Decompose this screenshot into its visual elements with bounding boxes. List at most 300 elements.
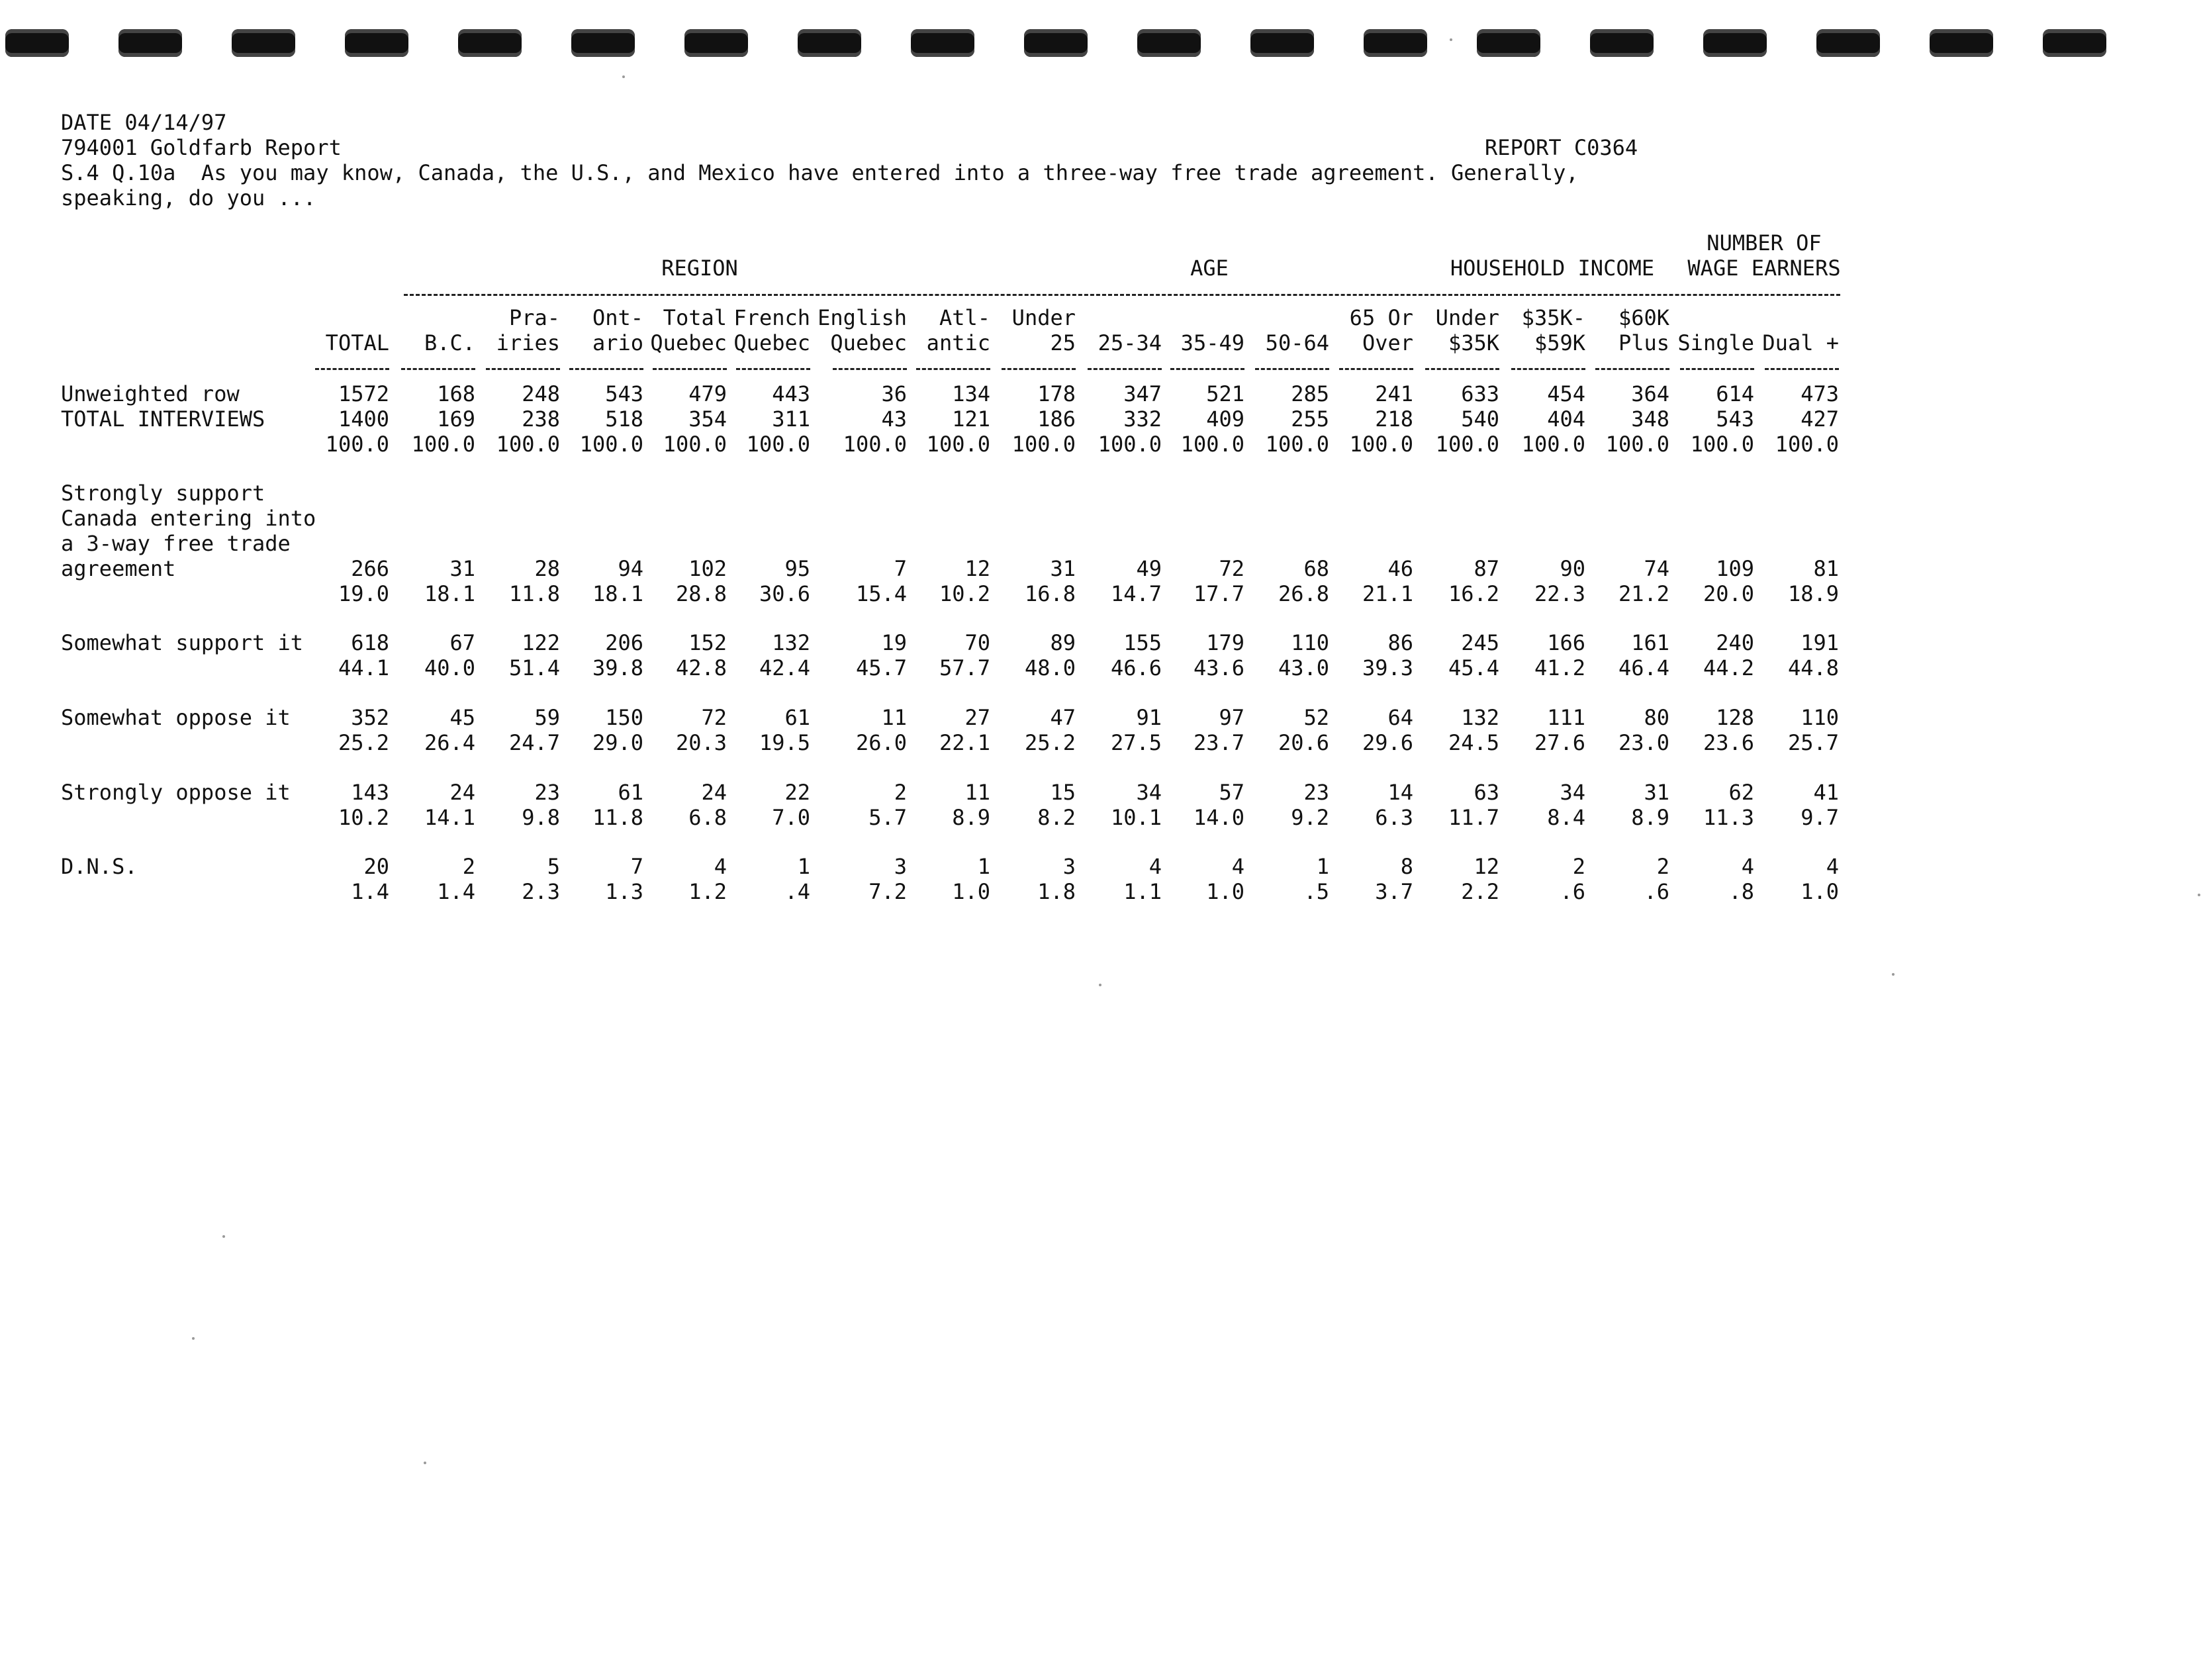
table-cell: 409	[1206, 406, 1244, 432]
table-cell: 404	[1547, 406, 1585, 432]
table-cell: 100.0	[1605, 432, 1669, 457]
column-underline	[1170, 368, 1244, 370]
table-cell: 23.6	[1703, 730, 1754, 755]
column-header: antic	[926, 330, 990, 355]
table-cell: 44.1	[338, 655, 389, 680]
table-cell: 43	[881, 406, 907, 432]
row-label: a 3-way free trade	[61, 531, 291, 556]
table-cell: 100.0	[1435, 432, 1499, 457]
table-cell: 63	[1474, 780, 1499, 805]
binder-hole	[1703, 29, 1767, 57]
column-header: 25	[1050, 330, 1076, 355]
table-cell: 14	[1387, 780, 1413, 805]
table-cell: 45	[449, 705, 475, 730]
table-cell: 332	[1123, 406, 1162, 432]
table-cell: 25.2	[1024, 730, 1076, 755]
column-underline	[401, 368, 475, 370]
table-cell: 178	[1037, 381, 1076, 406]
table-cell: 11.8	[592, 805, 643, 830]
table-cell: 49	[1136, 556, 1162, 581]
column-header: Atl-	[939, 305, 990, 330]
table-cell: 19	[881, 630, 907, 655]
column-header: 65 Or	[1349, 305, 1413, 330]
table-cell: 34	[1560, 780, 1585, 805]
table-cell: 91	[1136, 705, 1162, 730]
column-header: $35K-	[1521, 305, 1585, 330]
table-cell: 24	[701, 780, 727, 805]
table-cell: 10.2	[939, 581, 990, 606]
table-cell: 100.0	[746, 432, 810, 457]
table-cell: 24.7	[508, 730, 560, 755]
table-cell: 24.5	[1448, 730, 1499, 755]
table-cell: 100.0	[1011, 432, 1076, 457]
table-cell: 1572	[338, 381, 389, 406]
table-cell: 128	[1716, 705, 1754, 730]
column-header: Quebec	[733, 330, 810, 355]
column-header: Plus	[1618, 330, 1669, 355]
binder-hole	[1816, 29, 1880, 57]
table-cell: 633	[1461, 381, 1499, 406]
table-cell: 28.8	[675, 581, 727, 606]
table-cell: 62	[1728, 780, 1754, 805]
table-cell: 74	[1644, 556, 1669, 581]
table-cell: .6	[1560, 879, 1585, 904]
table-cell: 518	[605, 406, 643, 432]
table-cell: 2.2	[1461, 879, 1499, 904]
table-cell: 1.0	[1801, 879, 1839, 904]
table-cell: 19.0	[338, 581, 389, 606]
group-heading-age: AGE	[1190, 256, 1229, 281]
table-cell: 27.6	[1534, 730, 1585, 755]
table-cell: 134	[952, 381, 990, 406]
column-underline	[1765, 368, 1839, 370]
table-cell: 1	[797, 854, 810, 879]
table-cell: 31	[1050, 556, 1076, 581]
table-cell: 206	[605, 630, 643, 655]
table-cell: 47	[1050, 705, 1076, 730]
column-header: B.C.	[424, 330, 475, 355]
binder-hole	[684, 29, 748, 57]
table-cell: 240	[1716, 630, 1754, 655]
table-cell: 4	[1741, 854, 1754, 879]
table-cell: 2.3	[522, 879, 560, 904]
table-cell: .5	[1303, 879, 1329, 904]
column-header: ario	[592, 330, 643, 355]
column-header: English	[818, 305, 907, 330]
table-cell: 100.0	[843, 432, 907, 457]
column-header: $60K	[1618, 305, 1669, 330]
table-cell: 238	[522, 406, 560, 432]
table-cell: 15.4	[855, 581, 907, 606]
column-underline	[1680, 368, 1754, 370]
table-cell: 90	[1560, 556, 1585, 581]
table-cell: 241	[1375, 381, 1413, 406]
table-cell: 46.6	[1110, 655, 1162, 680]
table-cell: 109	[1716, 556, 1754, 581]
table-cell: 17.7	[1193, 581, 1244, 606]
table-cell: 4	[1231, 854, 1244, 879]
row-label: D.N.S.	[61, 854, 138, 879]
table-cell: 15	[1050, 780, 1076, 805]
column-header: Quebec	[830, 330, 907, 355]
column-header: Single	[1677, 330, 1754, 355]
table-cell: 81	[1813, 556, 1839, 581]
column-header: Under	[1435, 305, 1499, 330]
scan-speck	[622, 75, 625, 78]
table-cell: 1.0	[1206, 879, 1244, 904]
table-cell: 11	[881, 705, 907, 730]
table-cell: 100.0	[1265, 432, 1329, 457]
table-cell: 14.0	[1193, 805, 1244, 830]
table-cell: 18.1	[424, 581, 475, 606]
table-cell: 11	[964, 780, 990, 805]
table-cell: 59	[534, 705, 560, 730]
table-cell: 614	[1716, 381, 1754, 406]
table-cell: 22.1	[939, 730, 990, 755]
column-header: $59K	[1534, 330, 1585, 355]
column-header: Under	[1011, 305, 1076, 330]
binder-hole	[458, 29, 522, 57]
table-cell: 473	[1801, 381, 1839, 406]
table-cell: 14.1	[424, 805, 475, 830]
table-cell: 26.0	[855, 730, 907, 755]
column-underline	[1002, 368, 1076, 370]
table-cell: 152	[688, 630, 727, 655]
table-cell: 8.4	[1547, 805, 1585, 830]
table-cell: 14.7	[1110, 581, 1162, 606]
table-cell: .6	[1644, 879, 1669, 904]
table-cell: 87	[1474, 556, 1499, 581]
table-cell: 110	[1291, 630, 1329, 655]
table-cell: 57	[1219, 780, 1244, 805]
table-cell: 51.4	[508, 655, 560, 680]
table-cell: 9.8	[522, 805, 560, 830]
table-cell: 86	[1387, 630, 1413, 655]
scan-speck	[1450, 38, 1452, 41]
table-cell: 352	[351, 705, 389, 730]
binder-hole	[1250, 29, 1314, 57]
table-cell: 28	[534, 556, 560, 581]
group-heading-earners-line1: NUMBER OF	[1707, 230, 1822, 256]
table-cell: 1.3	[605, 879, 643, 904]
table-cell: 132	[1461, 705, 1499, 730]
table-cell: 4	[1148, 854, 1162, 879]
table-cell: 2	[462, 854, 475, 879]
column-header: $35K	[1448, 330, 1499, 355]
column-header: TOTAL	[325, 330, 389, 355]
table-cell: 348	[1631, 406, 1669, 432]
table-cell: 132	[772, 630, 810, 655]
table-cell: 100.0	[411, 432, 475, 457]
column-underline	[486, 368, 560, 370]
row-label: Somewhat support it	[61, 630, 304, 655]
table-cell: 1.2	[688, 879, 727, 904]
table-cell: 45.4	[1448, 655, 1499, 680]
table-cell: 44.2	[1703, 655, 1754, 680]
column-underline	[1339, 368, 1413, 370]
table-cell: 143	[351, 780, 389, 805]
column-header: Ont-	[592, 305, 643, 330]
table-cell: 121	[952, 406, 990, 432]
table-cell: 42.8	[675, 655, 727, 680]
binder-hole	[571, 29, 635, 57]
row-label: Canada entering into	[61, 506, 316, 531]
row-label: Strongly oppose it	[61, 780, 291, 805]
column-underline	[1255, 368, 1329, 370]
binder-holes	[0, 0, 2201, 66]
table-cell: 3	[894, 854, 907, 879]
table-cell: 48.0	[1024, 655, 1076, 680]
column-underline	[569, 368, 643, 370]
table-cell: 364	[1631, 381, 1669, 406]
table-cell: 24	[449, 780, 475, 805]
table-cell: 42.4	[759, 655, 810, 680]
table-cell: 7.0	[772, 805, 810, 830]
table-cell: 26.4	[424, 730, 475, 755]
table-cell: 23	[1303, 780, 1329, 805]
column-header: iries	[496, 330, 560, 355]
column-header: 25-34	[1098, 330, 1162, 355]
table-cell: .4	[784, 879, 810, 904]
table-cell: 150	[605, 705, 643, 730]
table-cell: 4	[1826, 854, 1839, 879]
group-heading-household-income: HOUSEHOLD INCOME	[1450, 256, 1655, 281]
question-text-line1: S.4 Q.10a As you may know, Canada, the U.S., and Mexico have entered into a three-way free trade agreement. Generally,	[61, 160, 1579, 185]
table-cell: 11.3	[1703, 805, 1754, 830]
table-cell: 10.1	[1110, 805, 1162, 830]
table-cell: 311	[772, 406, 810, 432]
column-header: French	[733, 305, 810, 330]
binder-hole	[1930, 29, 1993, 57]
table-cell: 18.9	[1787, 581, 1839, 606]
table-cell: 67	[449, 630, 475, 655]
table-cell: 61	[784, 705, 810, 730]
table-cell: 89	[1050, 630, 1076, 655]
table-cell: 285	[1291, 381, 1329, 406]
group-divider	[404, 294, 1840, 296]
table-cell: 29.6	[1362, 730, 1413, 755]
table-cell: 100.0	[1098, 432, 1162, 457]
table-cell: 1.4	[351, 879, 389, 904]
table-cell: 22.3	[1534, 581, 1585, 606]
table-cell: 31	[1644, 780, 1669, 805]
column-header: Quebec	[650, 330, 727, 355]
table-cell: 3	[1062, 854, 1076, 879]
table-cell: 12	[1474, 854, 1499, 879]
table-cell: 10.2	[338, 805, 389, 830]
table-cell: 72	[701, 705, 727, 730]
column-underline	[1088, 368, 1162, 370]
scan-speck	[424, 1462, 426, 1464]
binder-hole	[345, 29, 408, 57]
table-cell: 100.0	[579, 432, 643, 457]
table-cell: 102	[688, 556, 727, 581]
table-cell: 39.3	[1362, 655, 1413, 680]
table-cell: 20.3	[675, 730, 727, 755]
table-cell: 19.5	[759, 730, 810, 755]
binder-hole	[798, 29, 861, 57]
table-cell: 179	[1206, 630, 1244, 655]
table-cell: 68	[1303, 556, 1329, 581]
column-underline	[315, 368, 389, 370]
column-underline	[1511, 368, 1585, 370]
table-cell: 27	[964, 705, 990, 730]
table-cell: 543	[1716, 406, 1754, 432]
table-cell: 100.0	[926, 432, 990, 457]
table-cell: 618	[351, 630, 389, 655]
table-cell: 166	[1547, 630, 1585, 655]
row-label: agreement	[61, 556, 176, 581]
report-title: 794001 Goldfarb Report	[61, 135, 342, 160]
table-cell: 427	[1801, 406, 1839, 432]
table-cell: 122	[522, 630, 560, 655]
table-cell: 43.0	[1278, 655, 1329, 680]
scan-speck	[1892, 973, 1895, 976]
table-cell: 29.0	[592, 730, 643, 755]
table-cell: 3.7	[1375, 879, 1413, 904]
table-cell: 21.2	[1618, 581, 1669, 606]
column-underline	[916, 368, 990, 370]
table-cell: 40.0	[424, 655, 475, 680]
table-cell: 6.8	[688, 805, 727, 830]
table-cell: 5.7	[868, 805, 907, 830]
group-heading-region: REGION	[661, 256, 738, 281]
table-cell: 7	[630, 854, 643, 879]
table-cell: 110	[1801, 705, 1839, 730]
table-cell: 23.0	[1618, 730, 1669, 755]
table-cell: 22	[784, 780, 810, 805]
table-cell: 186	[1037, 406, 1076, 432]
column-underline	[1595, 368, 1669, 370]
table-cell: 1	[1316, 854, 1329, 879]
table-cell: 266	[351, 556, 389, 581]
table-cell: 100.0	[1775, 432, 1839, 457]
binder-hole	[1477, 29, 1540, 57]
table-cell: 100.0	[1521, 432, 1585, 457]
table-cell: 16.2	[1448, 581, 1499, 606]
table-cell: 12	[964, 556, 990, 581]
scan-speck	[2198, 894, 2200, 896]
table-cell: 169	[437, 406, 475, 432]
binder-hole	[1137, 29, 1201, 57]
column-underline	[653, 368, 727, 370]
table-cell: 43.6	[1193, 655, 1244, 680]
table-cell: 20	[363, 854, 389, 879]
table-cell: 41.2	[1534, 655, 1585, 680]
table-cell: 191	[1801, 630, 1839, 655]
table-cell: 80	[1644, 705, 1669, 730]
table-cell: 161	[1631, 630, 1669, 655]
table-cell: 25.2	[338, 730, 389, 755]
table-cell: 100.0	[1690, 432, 1754, 457]
binder-hole	[118, 29, 182, 57]
column-header: 35-49	[1180, 330, 1244, 355]
table-cell: 8	[1400, 854, 1413, 879]
table-cell: 57.7	[939, 655, 990, 680]
table-cell: 70	[964, 630, 990, 655]
table-cell: 9.2	[1291, 805, 1329, 830]
table-cell: 1	[977, 854, 990, 879]
table-cell: 64	[1387, 705, 1413, 730]
table-cell: 1400	[338, 406, 389, 432]
binder-hole	[1590, 29, 1654, 57]
table-cell: 100.0	[496, 432, 560, 457]
table-cell: 39.8	[592, 655, 643, 680]
table-cell: 479	[688, 381, 727, 406]
table-cell: 18.1	[592, 581, 643, 606]
table-cell: 11.7	[1448, 805, 1499, 830]
table-cell: 95	[784, 556, 810, 581]
table-cell: 2	[1656, 854, 1669, 879]
table-cell: 41	[1813, 780, 1839, 805]
table-cell: 5	[547, 854, 560, 879]
table-cell: 1.0	[952, 879, 990, 904]
table-cell: 8.9	[952, 805, 990, 830]
column-header: Total	[663, 305, 727, 330]
table-cell: 1.1	[1123, 879, 1162, 904]
table-cell: 20.6	[1278, 730, 1329, 755]
scan-speck	[222, 1235, 225, 1238]
row-label: Somewhat oppose it	[61, 705, 291, 730]
table-cell: 454	[1547, 381, 1585, 406]
binder-hole	[2043, 29, 2106, 57]
table-cell: 521	[1206, 381, 1244, 406]
column-underline	[833, 368, 907, 370]
table-cell: 23.7	[1193, 730, 1244, 755]
column-header: Pra-	[508, 305, 560, 330]
table-cell: 45.7	[855, 655, 907, 680]
table-cell: 443	[772, 381, 810, 406]
table-cell: 30.6	[759, 581, 810, 606]
column-header: 50-64	[1265, 330, 1329, 355]
table-cell: 8.2	[1037, 805, 1076, 830]
binder-hole	[5, 29, 69, 57]
table-cell: 245	[1461, 630, 1499, 655]
table-cell: 100.0	[663, 432, 727, 457]
binder-hole	[911, 29, 974, 57]
table-cell: 155	[1123, 630, 1162, 655]
binder-hole	[232, 29, 295, 57]
table-cell: 61	[618, 780, 643, 805]
table-cell: 255	[1291, 406, 1329, 432]
table-cell: 100.0	[325, 432, 389, 457]
table-cell: 94	[618, 556, 643, 581]
table-cell: .8	[1728, 879, 1754, 904]
column-header: Over	[1362, 330, 1413, 355]
table-cell: 168	[437, 381, 475, 406]
table-cell: 9.7	[1801, 805, 1839, 830]
table-cell: 44.8	[1787, 655, 1839, 680]
table-cell: 6.3	[1375, 805, 1413, 830]
group-heading-earners-line2: WAGE EARNERS	[1687, 256, 1841, 281]
table-cell: 100.0	[1349, 432, 1413, 457]
column-underline	[1425, 368, 1499, 370]
report-code: REPORT C0364	[1485, 135, 1638, 160]
table-cell: 218	[1375, 406, 1413, 432]
table-cell: 25.7	[1787, 730, 1839, 755]
table-cell: 354	[688, 406, 727, 432]
table-cell: 16.8	[1024, 581, 1076, 606]
table-cell: 2	[1572, 854, 1585, 879]
table-cell: 7	[894, 556, 907, 581]
table-cell: 1.4	[437, 879, 475, 904]
table-cell: 4	[714, 854, 727, 879]
table-cell: 72	[1219, 556, 1244, 581]
table-cell: 1.8	[1037, 879, 1076, 904]
binder-hole	[1364, 29, 1427, 57]
table-cell: 27.5	[1110, 730, 1162, 755]
row-label: Strongly support	[61, 481, 265, 506]
